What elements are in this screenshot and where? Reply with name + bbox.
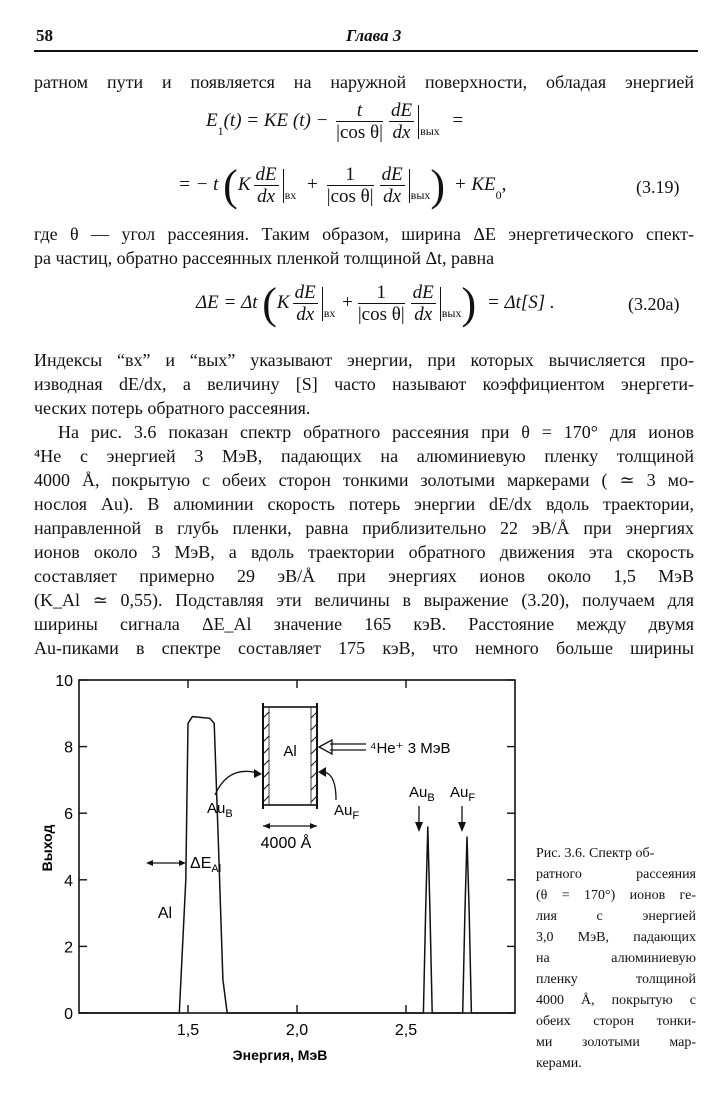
thickness-label: 4000 Å xyxy=(260,835,312,852)
caption-line: (θ = 170°) ионов ге- xyxy=(536,888,696,903)
y-tick-label: 4 xyxy=(64,872,73,890)
paragraph-line: (K_Al ≃ 0,55). Подставляя эти величины в выражение (3.20), получаем для xyxy=(34,590,694,610)
figure-caption xyxy=(536,843,696,1074)
caption-line: пленку толщиной xyxy=(536,972,696,987)
caption-line: обеих сторон тонки- xyxy=(536,1014,696,1029)
au-b-peak-label: $Au_B$ xyxy=(409,784,435,804)
y-axis-label: Выход xyxy=(39,824,55,872)
beam-label: ⁴He⁺ 3 МэВ xyxy=(370,740,451,757)
paragraph-line: ческих потерь обратного рассеяния. xyxy=(34,398,311,418)
y-tick-label: 2 xyxy=(64,939,73,957)
eq-320-rhs: = Δt[S] . xyxy=(486,291,555,313)
x-tick-label: 1,5 xyxy=(176,1022,200,1039)
x-axis-ticks xyxy=(177,680,417,1039)
eq-lhs-arg: (t) = KE (t) − xyxy=(223,109,329,131)
chapter-title: Глава 3 xyxy=(346,26,402,45)
caption-line: на алюминиевую xyxy=(536,951,696,966)
sub-in: вх xyxy=(284,187,297,202)
sub-out: вых xyxy=(420,123,440,138)
y-tick-label: 0 xyxy=(64,1006,73,1023)
film-label: Al xyxy=(283,743,297,760)
paragraph-line: ⁴He с энергией 3 МэВ, падающих на алюминиевую пленку толщиной xyxy=(34,446,694,466)
au-f-peak-label: $Au_F$ xyxy=(450,784,476,804)
eq-lhs-sub: 1 xyxy=(217,123,224,138)
paragraph-line: Au-пиками в спектре составляет 175 кэВ, что немного больше ширины xyxy=(34,638,694,658)
caption-line: ми золотыми мар- xyxy=(536,1035,696,1050)
au-b-inset-label: $Au_B$ xyxy=(207,800,233,820)
caption-line: 4000 Å, покрытую с xyxy=(536,993,696,1008)
eq-320-lhs: ΔE = Δt xyxy=(196,291,258,313)
fraction-one-cos: $\frac{1}{\text{|cos θ|}}$ xyxy=(326,164,374,207)
x-tick-label: 2,5 xyxy=(394,1022,418,1039)
eq-equals: = xyxy=(452,109,464,131)
equation-number-3-19: (3.19) xyxy=(636,177,680,197)
caption-line: Рис. 3.6. Спектр об- xyxy=(536,846,655,861)
paragraph-line: ионов около 3 МэВ, а вдоль траектории обратного движения эта скорость xyxy=(34,542,694,562)
caption-line: ратного рассеяния xyxy=(536,867,696,882)
spectrum-line xyxy=(79,717,515,1013)
al-region-label: Al xyxy=(157,905,173,922)
y-tick-label: 6 xyxy=(64,806,73,824)
paragraph-line: ра частиц, обратно рассеянных пленкой толщиной Δt, равна xyxy=(34,248,495,268)
plot-frame xyxy=(79,680,515,1013)
x-axis-label: Энергия, МэВ xyxy=(232,1047,328,1063)
fraction-de-dx-in: $\frac{dE}{dx}$ xyxy=(255,164,277,207)
paragraph-line: ширины сигнала ΔE_Al значение 165 кэВ. Расстояние между двумя xyxy=(34,614,694,634)
paragraph-line: ратном пути и появляется на наружной поверхности, обладая энергией xyxy=(34,72,694,92)
page-number: 58 xyxy=(36,26,53,45)
paragraph-line: нослоя Au). В алюминии скорость потерь энергии dE/dx вдоль траектории, xyxy=(34,494,694,514)
paragraph-line: где θ — угол рассеяния. Таким образом, ширина ΔE энергетического спект- xyxy=(34,224,694,244)
y-tick-label: 8 xyxy=(64,739,73,757)
y-tick-label: 10 xyxy=(55,673,73,690)
equation-3-19-line1 xyxy=(206,100,463,143)
paragraph-line: На рис. 3.6 показан спектр обратного рассеяния при θ = 170° для ионов xyxy=(58,422,694,442)
equation-3-20a: ΔE = Δt (K $\frac{dE}{dx}$ $_{вх}$ + $\frac{1}{\text{|cos θ|}}$ $\frac{dE}{dx}$ $_{вых}$) = Δt[S] . xyxy=(196,279,555,328)
eq-line2-start: = − t xyxy=(178,173,219,195)
caption-line: керами. xyxy=(536,1056,582,1071)
equation-number-3-20a: (3.20a) xyxy=(628,294,680,314)
paragraph-line: направленной в глубь пленки, равна приблизительно 22 эВ/Å при энергиях xyxy=(34,518,694,538)
fraction-de-dx: $\frac{dE}{dx}$ xyxy=(390,100,413,143)
paragraph-line: Индексы “вх” и “вых” указывают энергии, при которых вычисляется про- xyxy=(34,350,694,370)
eq-lhs: E xyxy=(206,109,218,131)
paragraph-line: изводная dE/dx, а величину [S] часто называют коэффициентом энергети- xyxy=(34,374,694,394)
fraction-de-dx-out: $\frac{dE}{dx}$ xyxy=(381,164,403,207)
eq-k: K xyxy=(237,173,251,195)
caption-line: 3,0 МэВ, падающих xyxy=(536,930,696,945)
page-header xyxy=(34,24,698,52)
fraction-t-cos: $\frac{t}{\text{|cos θ|}}$ xyxy=(336,100,383,143)
y-axis-ticks xyxy=(55,673,515,1023)
film-inset-diagram xyxy=(207,703,451,852)
caption-line: лия с энергией xyxy=(536,909,696,924)
x-tick-label: 2,0 xyxy=(285,1022,309,1039)
eq-plus: + xyxy=(307,173,318,195)
eq-tail: + KE xyxy=(453,173,496,195)
paragraph-line: 4000 Å, покрытую с обеих сторон тонкими золотыми маркерами ( ≃ 3 мо- xyxy=(34,470,694,490)
equation-3-19-line2: = − t (K $\frac{dE}{dx}$ $_{вх}$ + $\frac{1}{\text{|cos θ|}}$ $\frac{dE}{dx}$ $_{вых}) + KE_0$, xyxy=(178,161,507,210)
paragraph-line: составляет примерно 29 эВ/Å при энергиях ионов около 1,5 МэВ xyxy=(34,566,694,586)
au-f-inset-label: $Au_F$ xyxy=(334,802,360,822)
delta-e-label: $\Delta E_{Al}$ xyxy=(190,855,222,875)
